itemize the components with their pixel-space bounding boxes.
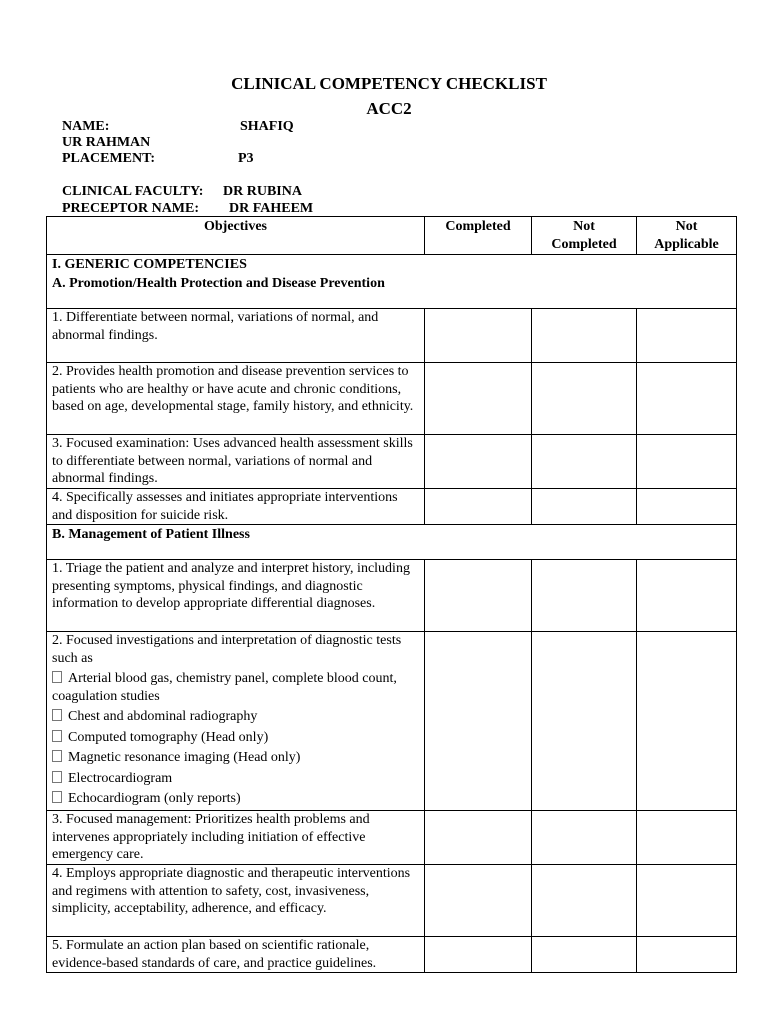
checkbox-cell-not-completed[interactable] <box>532 865 637 937</box>
bullet-box-icon <box>52 750 62 762</box>
checkbox-cell-not-completed[interactable] <box>532 309 637 363</box>
table-row <box>47 937 737 973</box>
checkbox-cell-not-applicable[interactable] <box>637 811 737 865</box>
checkbox-cell-not-completed[interactable] <box>532 489 637 525</box>
checkbox-cell-not-applicable[interactable] <box>637 435 737 489</box>
checkbox-cell-not-completed[interactable] <box>532 435 637 489</box>
bullet-box-icon <box>52 671 62 683</box>
name-value-continued: UR RAHMAN <box>62 135 151 150</box>
bullet-box-icon <box>52 709 62 721</box>
objective-a4: 4. Specifically assesses and initiates appropriate interventions and disposition for suicide risk. <box>47 489 425 525</box>
preceptor-name-value: DR FAHEEM <box>229 201 314 216</box>
table-row <box>47 560 737 632</box>
bullet-item: Magnetic resonance imaging (Head only) <box>52 749 419 767</box>
checkbox-cell-completed[interactable] <box>425 632 532 811</box>
objective-a2: 2. Provides health promotion and disease prevention services to patients who are healthy or have acute and chronic conditions, based on age, developmental stage, family history, and ethnicity. <box>47 363 425 435</box>
checkbox-cell-not-completed[interactable] <box>532 560 637 632</box>
checkbox-cell-not-completed[interactable] <box>532 363 637 435</box>
checkbox-cell-not-applicable[interactable] <box>637 632 737 811</box>
competency-table <box>46 216 737 973</box>
checkbox-cell-completed[interactable] <box>425 560 532 632</box>
bullet-item: Arterial blood gas, chemistry panel, complete blood count, coagulation studies <box>52 671 397 704</box>
table-row <box>47 309 737 363</box>
checkbox-cell-completed[interactable] <box>425 489 532 525</box>
checkbox-cell-not-applicable[interactable] <box>637 309 737 363</box>
header-completed: Completed <box>425 217 532 255</box>
section-heading-row <box>47 525 737 560</box>
objective-a3: 3. Focused examination: Uses advanced health assessment skills to differentiate between normal, variations of normal and abnormal findings. <box>47 435 425 489</box>
objective-b5: 5. Formulate an action plan based on scientific rationale, evidence-based standards of care, and practice guidelines. <box>47 937 425 973</box>
table-row <box>47 865 737 937</box>
table-row <box>47 489 737 525</box>
section-i-heading: I. GENERIC COMPETENCIES <box>52 257 247 272</box>
name-label: NAME: <box>62 119 110 134</box>
bullet-item: Electrocardiogram <box>52 770 419 788</box>
section-a-heading: A. Promotion/Health Protection and Disease Prevention <box>52 275 385 291</box>
objective-b3: 3. Focused management: Prioritizes health problems and intervenes appropriately including initiation of effective emergency care. <box>47 811 425 865</box>
checkbox-cell-completed[interactable] <box>425 309 532 363</box>
table-row <box>47 435 737 489</box>
document-subtitle: ACC2 <box>366 99 412 118</box>
checkbox-cell-not-applicable[interactable] <box>637 489 737 525</box>
section-heading-row <box>47 255 737 309</box>
bullet-item: Chest and abdominal radiography <box>52 708 419 726</box>
table-row <box>47 363 737 435</box>
clinical-faculty-value: DR RUBINA <box>223 184 302 199</box>
objective-b2 <box>47 632 425 811</box>
checkbox-cell-not-applicable[interactable] <box>637 560 737 632</box>
bullet-box-icon <box>52 771 62 783</box>
table-row <box>47 632 737 811</box>
checkbox-cell-completed[interactable] <box>425 811 532 865</box>
checkbox-cell-completed[interactable] <box>425 937 532 973</box>
placement-label: PLACEMENT: <box>62 151 156 166</box>
bullet-box-icon <box>52 730 62 742</box>
header-objectives: Objectives <box>47 217 425 255</box>
checkbox-cell-completed[interactable] <box>425 865 532 937</box>
section-b-heading: B. Management of Patient Illness <box>47 525 737 560</box>
checkbox-cell-not-applicable[interactable] <box>637 363 737 435</box>
document-title: CLINICAL COMPETENCY CHECKLIST <box>231 74 547 93</box>
checkbox-cell-not-applicable[interactable] <box>637 937 737 973</box>
placement-value: P3 <box>238 151 254 166</box>
header-not-completed: Not Completed <box>532 217 637 255</box>
checkbox-cell-not-completed[interactable] <box>532 811 637 865</box>
header-not-applicable: Not Applicable <box>637 217 737 255</box>
checkbox-cell-not-completed[interactable] <box>532 632 637 811</box>
bullet-item: Echocardiogram (only reports) <box>52 790 419 808</box>
checkbox-cell-completed[interactable] <box>425 363 532 435</box>
clinical-faculty-label: CLINICAL FACULTY: <box>62 184 204 199</box>
objective-b1: 1. Triage the patient and analyze and interpret history, including presenting symptoms, physical findings, and diagnostic information to develop appropriate differential diagnoses. <box>47 560 425 632</box>
objective-a1: 1. Differentiate between normal, variations of normal, and abnormal findings. <box>47 309 425 363</box>
checkbox-cell-not-completed[interactable] <box>532 937 637 973</box>
table-row <box>47 811 737 865</box>
preceptor-name-label: PRECEPTOR NAME: <box>62 201 200 216</box>
name-value: SHAFIQ <box>240 119 294 134</box>
table-header-row <box>47 217 737 255</box>
objective-b2-text: 2. Focused investigations and interpretation of diagnostic tests such as <box>52 633 402 666</box>
objective-b4: 4. Employs appropriate diagnostic and therapeutic interventions and regimens with attention to safety, cost, invasiveness, simplicity, acceptability, adherence, and efficacy. <box>47 865 425 937</box>
bullet-box-icon <box>52 791 62 803</box>
checkbox-cell-completed[interactable] <box>425 435 532 489</box>
checkbox-cell-not-applicable[interactable] <box>637 865 737 937</box>
bullet-item: Computed tomography (Head only) <box>52 729 419 747</box>
